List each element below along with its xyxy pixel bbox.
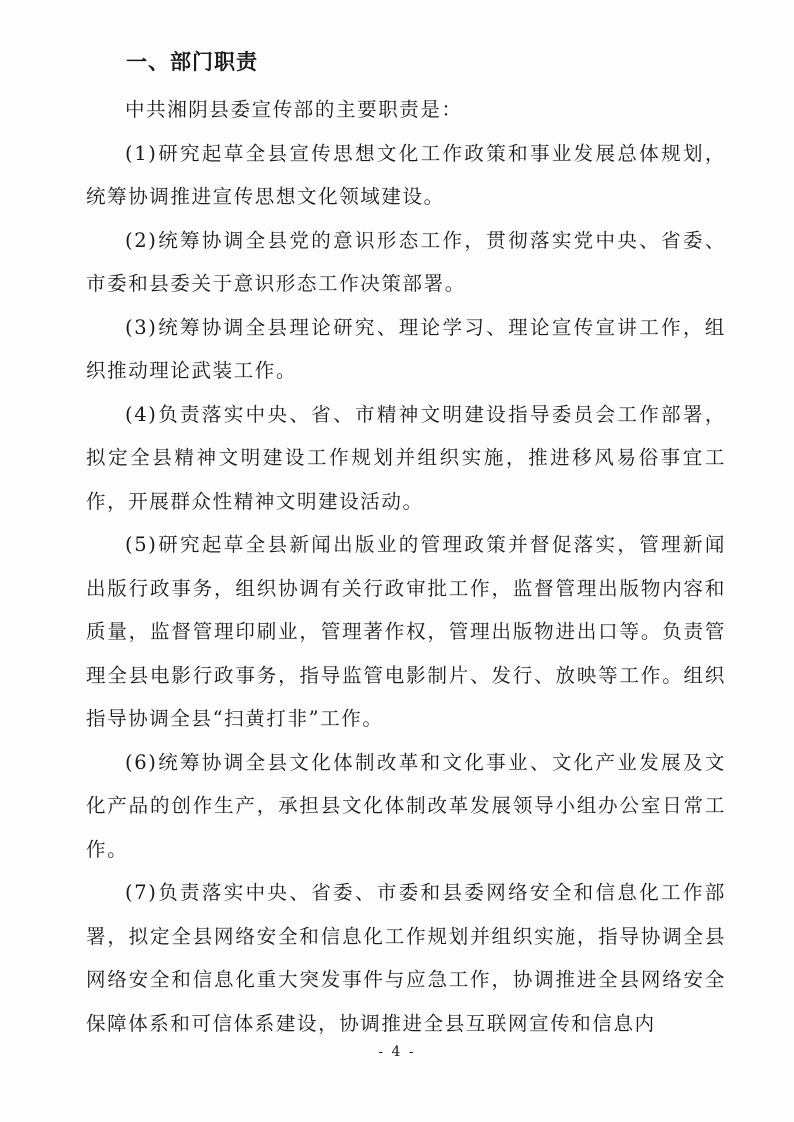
paragraph-duty-1: (1)研究起草全县宣传思想文化工作政策和事业发展总体规划，统筹协调推进宣传思想文化领域建设。 (86, 141, 726, 208)
paragraph-duty-2: (2)统筹协调全县党的意识形态工作，贯彻落实党中央、省委、市委和县委关于意识形态工作决策部署。 (86, 228, 726, 295)
paragraph-duty-3: (3)统筹协调全县理论研究、理论学习、理论宣传宣讲工作，组织推动理论武装工作。 (86, 315, 726, 382)
body-text (86, 88, 726, 1045)
section-heading: 一、部门职责 (126, 50, 258, 74)
paragraph-duty-6: (6)统筹协调全县文化体制改革和文化事业、文化产业发展及文化产品的创作生产，承担县文化体制改革发展领导小组办公室日常工作。 (86, 750, 726, 861)
paragraph-duty-5: (5)研究起草全县新闻出版业的管理政策并督促落实，管理新闻出版行政事务，组织协调有关行政审批工作，监督管理出版物内容和质量，监督管理印刷业，管理著作权，管理出版物进出口等。负责管理全县电影行政事务，指导监管电影制片、发行、放映等工作。组织指导协调全县“扫黄打非”工作。 (86, 533, 726, 730)
page-number: - 4 - (378, 1044, 416, 1060)
paragraph-intro: 中共湘阴县委宣传部的主要职责是： (125, 98, 463, 121)
paragraph-duty-4: (4)负责落实中央、省、市精神文明建设指导委员会工作部署，拟定全县精神文明建设工作规划并组织实施，推进移风易俗事宜工作，开展群众性精神文明建设活动。 (86, 402, 726, 513)
paragraph-duty-7: (7)负责落实中央、省委、市委和县委网络安全和信息化工作部署，拟定全县网络安全和信息化工作规划并组织实施，指导协调全县网络安全和信息化重大突发事件与应急工作，协调推进全县网络安全保障体系和可信体系建设，协调推进全县互联网宣传和信息内 (86, 881, 726, 1035)
